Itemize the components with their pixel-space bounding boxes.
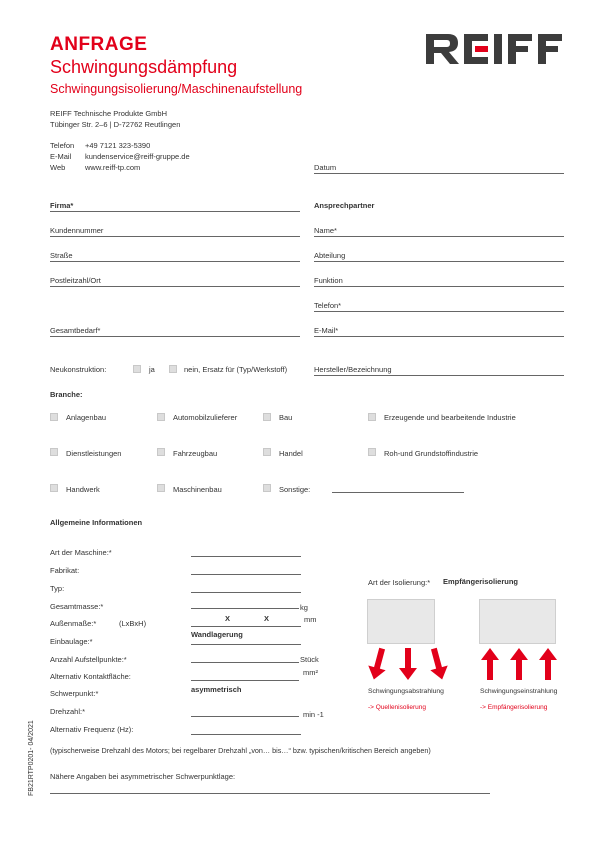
branche-label-sonstige: Sonstige:: [279, 485, 311, 494]
empfaengerisolierung-box[interactable]: [479, 599, 556, 644]
isolierung-value[interactable]: Empfängerisolierung: [443, 577, 519, 586]
gesamtbedarf-field[interactable]: [50, 336, 300, 337]
branche-checkbox-sonstige[interactable]: [263, 484, 271, 492]
branche-checkbox-maschinenbau[interactable]: [157, 484, 165, 492]
strasse-field[interactable]: [50, 261, 300, 262]
schwerpunkt-value[interactable]: asymmetrisch: [191, 685, 242, 694]
branche-checkbox-bau[interactable]: [263, 413, 271, 421]
plz-ort-label: Postleitzahl/Ort: [50, 276, 101, 285]
empfaengerisolierung-caption: -> Empfängerisolierung: [480, 704, 548, 711]
dim-separator-2: X: [264, 614, 270, 623]
firma-field[interactable]: [50, 211, 300, 212]
datum-label: Datum: [314, 163, 337, 172]
art-maschine-field[interactable]: [191, 556, 301, 557]
art-maschine-label: Art der Maschine:*: [50, 548, 112, 557]
down-arrows-icon: [368, 646, 452, 684]
branche-checkbox-dienstleistungen[interactable]: [50, 448, 58, 456]
branche-checkbox-fahrzeugbau[interactable]: [157, 448, 165, 456]
nein-checkbox[interactable]: [169, 365, 177, 373]
branche-checkbox-erzeugende[interactable]: [368, 413, 376, 421]
schwerpunkt-label: Schwerpunkt:*: [50, 689, 99, 698]
form-subtitle: Schwingungsdämpfung: [50, 57, 238, 77]
typ-label: Typ:: [50, 584, 65, 593]
einbaulage-value[interactable]: Wandlagerung: [191, 630, 243, 639]
branche-label-erzeugende: Erzeugende und bearbeitende Industrie: [384, 413, 516, 422]
naehere-angaben-field[interactable]: [50, 793, 490, 794]
branche-checkbox-automobilzulieferer[interactable]: [157, 413, 165, 421]
drehzahl-label: Drehzahl:*: [50, 707, 86, 716]
einbaulage-field[interactable]: [191, 644, 301, 645]
ja-label: ja: [149, 365, 155, 374]
web-value: www.reiff-tp.com: [85, 163, 141, 172]
aussenmasse-label: Außenmaße:*: [50, 619, 97, 628]
branche-label-fahrzeugbau: Fahrzeugbau: [173, 449, 218, 458]
mm2-unit: mm²: [303, 668, 318, 677]
firma-label: Firma*: [50, 201, 74, 210]
telefon-field[interactable]: [314, 311, 564, 312]
ja-checkbox[interactable]: [133, 365, 141, 373]
neukonstruktion-label: Neukonstruktion:: [50, 365, 107, 374]
abteilung-field[interactable]: [314, 261, 564, 262]
info-title: Allgemeine Informationen: [50, 518, 143, 527]
phone-label: Telefon: [50, 141, 75, 150]
quellenisolierung-box[interactable]: [367, 599, 435, 644]
phone-value: +49 7121 323-5390: [85, 141, 151, 150]
branche-label-rohstoff: Roh-und Grundstoffindustrie: [384, 449, 479, 458]
kundennummer-field[interactable]: [50, 236, 300, 237]
branche-label-handel: Handel: [279, 449, 303, 458]
branche-title: Branche:: [50, 390, 83, 399]
branche-label-anlagenbau: Anlagenbau: [66, 413, 107, 422]
abteilung-label: Abteilung: [314, 251, 346, 260]
plz-ort-field[interactable]: [50, 286, 300, 287]
email-label: E-Mail: [50, 152, 72, 161]
reiff-logo-icon: [424, 32, 566, 66]
typ-field[interactable]: [191, 592, 301, 593]
mm-unit: mm: [304, 615, 317, 624]
dim-separator-1: X: [225, 614, 231, 623]
gesamtmasse-label: Gesamtmasse:*: [50, 602, 104, 611]
aussenmasse-field[interactable]: [191, 626, 301, 627]
fabrikat-field[interactable]: [191, 574, 301, 575]
branche-label-handwerk: Handwerk: [66, 485, 100, 494]
aufstellpunkte-label: Anzahl Aufstellpunkte:*: [50, 655, 127, 664]
hersteller-field[interactable]: [314, 375, 564, 376]
form-code: FB21RTP0201- 04/2021: [28, 720, 35, 796]
funktion-label: Funktion: [314, 276, 343, 285]
lxbxh-label: (LxBxH): [119, 619, 147, 628]
datum-field[interactable]: [314, 173, 564, 174]
stueck-unit: Stück: [300, 655, 319, 664]
kundennummer-label: Kundennummer: [50, 226, 104, 235]
sonstige-field[interactable]: [332, 492, 464, 493]
strasse-label: Straße: [50, 251, 73, 260]
hersteller-label: Hersteller/Bezeichnung: [314, 365, 392, 374]
frequenz-label: Alternativ Frequenz (Hz):: [50, 725, 134, 734]
branche-label-bau: Bau: [279, 413, 293, 422]
email-field-label: E-Mail*: [314, 326, 339, 335]
schwingungsabstrahlung-caption: Schwingungsabstrahlung: [368, 688, 444, 695]
email-value: kundenservice@reiff-gruppe.de: [85, 152, 190, 161]
schwingungseinstrahlung-caption: Schwingungseinstrahlung: [480, 688, 558, 695]
company-address: Tübinger Str. 2–6 | D-72762 Reutlingen: [50, 120, 181, 129]
form-title: ANFRAGE: [50, 34, 148, 55]
reiff-logo: [424, 32, 566, 66]
aufstellpunkte-field[interactable]: [191, 662, 299, 663]
web-label: Web: [50, 163, 66, 172]
branche-checkbox-rohstoff[interactable]: [368, 448, 376, 456]
isolierung-label: Art der Isolierung:*: [368, 578, 431, 587]
name-field[interactable]: [314, 236, 564, 237]
telefon-label: Telefon*: [314, 301, 342, 310]
gesamtbedarf-label: Gesamtbedarf*: [50, 326, 101, 335]
kontaktflaeche-field[interactable]: [191, 680, 299, 681]
naehere-angaben-label: Nähere Angaben bei asymmetrischer Schwerpunktlage:: [50, 772, 236, 781]
branche-label-dienstleistungen: Dienstleistungen: [66, 449, 122, 458]
branche-checkbox-handwerk[interactable]: [50, 484, 58, 492]
einbaulage-label: Einbaulage:*: [50, 637, 93, 646]
nein-label: nein, Ersatz für (Typ/Werkstoff): [184, 365, 288, 374]
quellenisolierung-caption: -> Quellenisolierung: [368, 704, 426, 711]
drehzahl-field[interactable]: [191, 716, 299, 717]
funktion-field[interactable]: [314, 286, 564, 287]
branche-label-maschinenbau: Maschinenbau: [173, 485, 222, 494]
email-field[interactable]: [314, 336, 564, 337]
name-label: Name*: [314, 226, 337, 235]
gesamtmasse-field[interactable]: [191, 608, 299, 609]
branche-checkbox-anlagenbau[interactable]: [50, 413, 58, 421]
ansprechpartner-label: Ansprechpartner: [314, 201, 375, 210]
company-name: REIFF Technische Produkte GmbH: [50, 109, 167, 118]
form-subtitle-2: Schwingungsisolierung/Maschinenaufstellung: [50, 82, 303, 96]
frequenz-field[interactable]: [191, 734, 301, 735]
fabrikat-label: Fabrikat:: [50, 566, 80, 575]
min-unit: min -1: [303, 710, 324, 719]
branche-checkbox-handel[interactable]: [263, 448, 271, 456]
branche-label-automobilzulieferer: Automobilzulieferer: [173, 413, 238, 422]
drehzahl-hinweis: (typischerweise Drehzahl des Motors; bei regelbarer Drehzahl „von… bis…“ bzw. typischen/kritischen Bereich angeben): [50, 746, 431, 755]
up-arrows-icon: [480, 646, 560, 684]
kontaktflaeche-label: Alternativ Kontaktfläche:: [50, 672, 131, 681]
gesamtmasse-unit: kg: [300, 603, 308, 612]
